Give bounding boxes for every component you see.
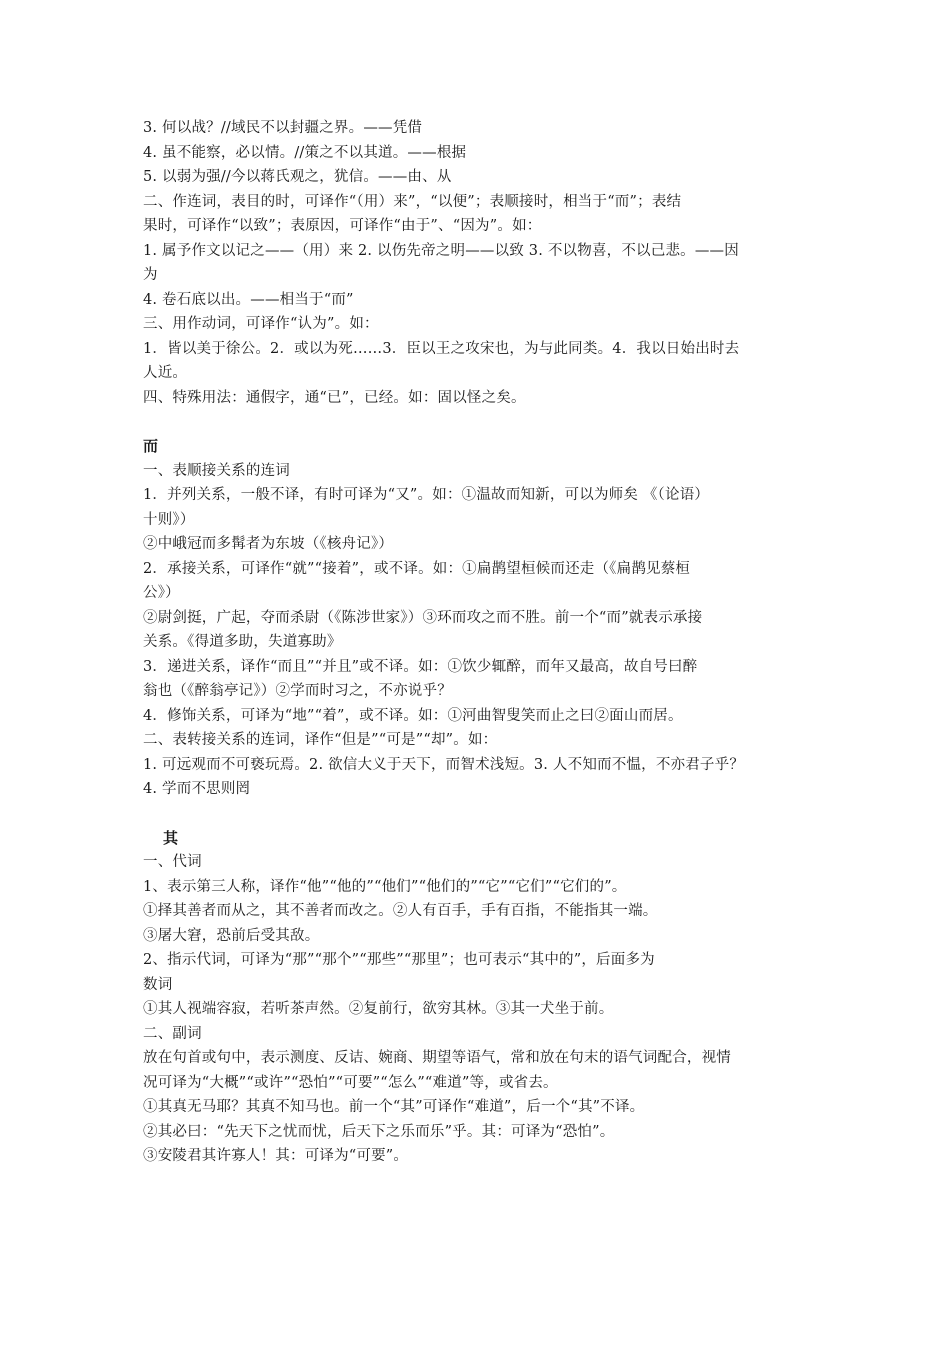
text-line: 关系。《得道多助，失道寡助》	[143, 634, 342, 650]
text-line: ③屠大窘，恐前后受其敌。	[143, 927, 320, 944]
text-line: 1．皆以美于徐公。2．或以为死……3．臣以王之攻宋也，为与此同类。4．我以日始出时去	[143, 340, 740, 357]
text-line: 2、指示代词，可译为“那”“那个”“那些”“那里”；也可表示“其中的”，后面多为	[143, 952, 655, 968]
section-qi	[143, 826, 811, 1169]
text-line: 3．递进关系，译作“而且”“并且”或不译。如：①饮少辄醉，而年又最高，故自号曰醉	[143, 658, 698, 675]
text-line: 二、表转接关系的连词，译作“但是”“可是”“却”。如：	[143, 732, 498, 748]
text-line: 4. 卷石底以出。——相当于“而”	[143, 291, 354, 308]
text-line: 四、特殊用法：通假字，通“已”，已经。如：固以怪之矣。	[143, 389, 526, 406]
section-er	[143, 434, 811, 802]
text-line: 果时，可译作“以致”；表原因，可译作“由于”、“因为”。如：	[143, 218, 542, 234]
spacer	[143, 802, 811, 826]
text-line: ①其真无马耶？其真不知马也。前一个“其”可译作“难道”，后一个“其”不译。	[143, 1099, 645, 1115]
text-line: 4. 虽不能察，必以情。//策之不以其道。——根据	[143, 144, 467, 161]
text-line: 二、作连词，表目的时，可译作“（用）来”，“以便”；表顺接时，相当于“而”；表结	[143, 193, 682, 210]
section-title-er: 而	[143, 437, 159, 455]
text-line: 1．并列关系，一般不译，有时可译为“又”。如：①温故而知新，可以为师矣 《（论语）	[143, 487, 710, 503]
spacer	[143, 410, 811, 434]
text-line: 数词	[143, 976, 173, 993]
text-line: 况可译为“大概”“或许”“恐怕”“可要”“怎么”“难道”等，或省去。	[143, 1074, 558, 1091]
text-line: ②中峨冠而多髯者为东坡（《核舟记》）	[143, 536, 394, 552]
text-line: 公》）	[143, 585, 180, 601]
text-line: 1. 属予作文以记之——（用）来 2. 以伤先帝之明——以致 3. 不以物喜，不以己悲。——因	[143, 242, 739, 259]
text-line: 放在句首或句中，表示测度、反诘、婉商、期望等语气，常和放在句末的语气词配合，视情	[143, 1050, 731, 1066]
text-line: 人近。	[143, 365, 188, 381]
text-line: 一、表顺接关系的连词	[143, 462, 290, 479]
text-line: 二、副词	[143, 1025, 202, 1042]
text-line: 3. 何以战？//域民不以封疆之界。——凭借	[143, 120, 423, 136]
text-line: ③安陵君其许寡人！其：可译为“可要”。	[143, 1148, 409, 1164]
text-line: ①择其善者而从之，其不善者而改之。②人有百手，手有百指，不能指其一端。	[143, 903, 658, 919]
text-line: 4. 学而不思则罔	[143, 781, 251, 797]
text-line: 为	[143, 267, 158, 283]
text-line: 1、表示第三人称，译作“他”“他的”“他们”“他们的”“它”“它们”“它们的”。	[143, 878, 627, 895]
section-title-qi: 其	[163, 828, 179, 847]
section-yi-continuation	[143, 116, 811, 410]
document-page	[143, 116, 811, 1169]
text-line: 翁也（《醉翁亭记》）②学而时习之，不亦说乎？	[143, 683, 452, 699]
text-line: ②尉剑挺，广起，夺而杀尉（《陈涉世家》）③环而攻之而不胜。前一个“而”就表示承接	[143, 609, 703, 626]
text-line: 2．承接关系，可译作“就”“接着”，或不译。如：①扁鹊望桓候而还走（《扁鹊见蔡桓	[143, 560, 691, 577]
text-line: ①其人视端容寂，若听茶声然。②复前行，欲穷其林。③其一犬坐于前。	[143, 1001, 614, 1017]
text-line: 4．修饰关系，可译为“地”“着”，或不译。如：①河曲智叟笑而止之曰②面山而居。	[143, 707, 683, 724]
text-line: ②其必曰：“先天下之忧而忧，后天下之乐而乐”乎。其：可译为“恐怕”。	[143, 1123, 615, 1140]
text-line: 十则》）	[143, 511, 195, 528]
text-line: 5. 以弱为强//今以蒋氏观之，犹信。——由、从	[143, 169, 452, 185]
text-line: 一、代词	[143, 854, 202, 870]
text-line: 1. 可远观而不可亵玩焉。2. 欲信大义于天下，而智术浅短。3. 人不知而不愠，不亦君子乎？	[143, 756, 745, 773]
text-line: 三、用作动词，可译作“认为”。如：	[143, 316, 379, 332]
